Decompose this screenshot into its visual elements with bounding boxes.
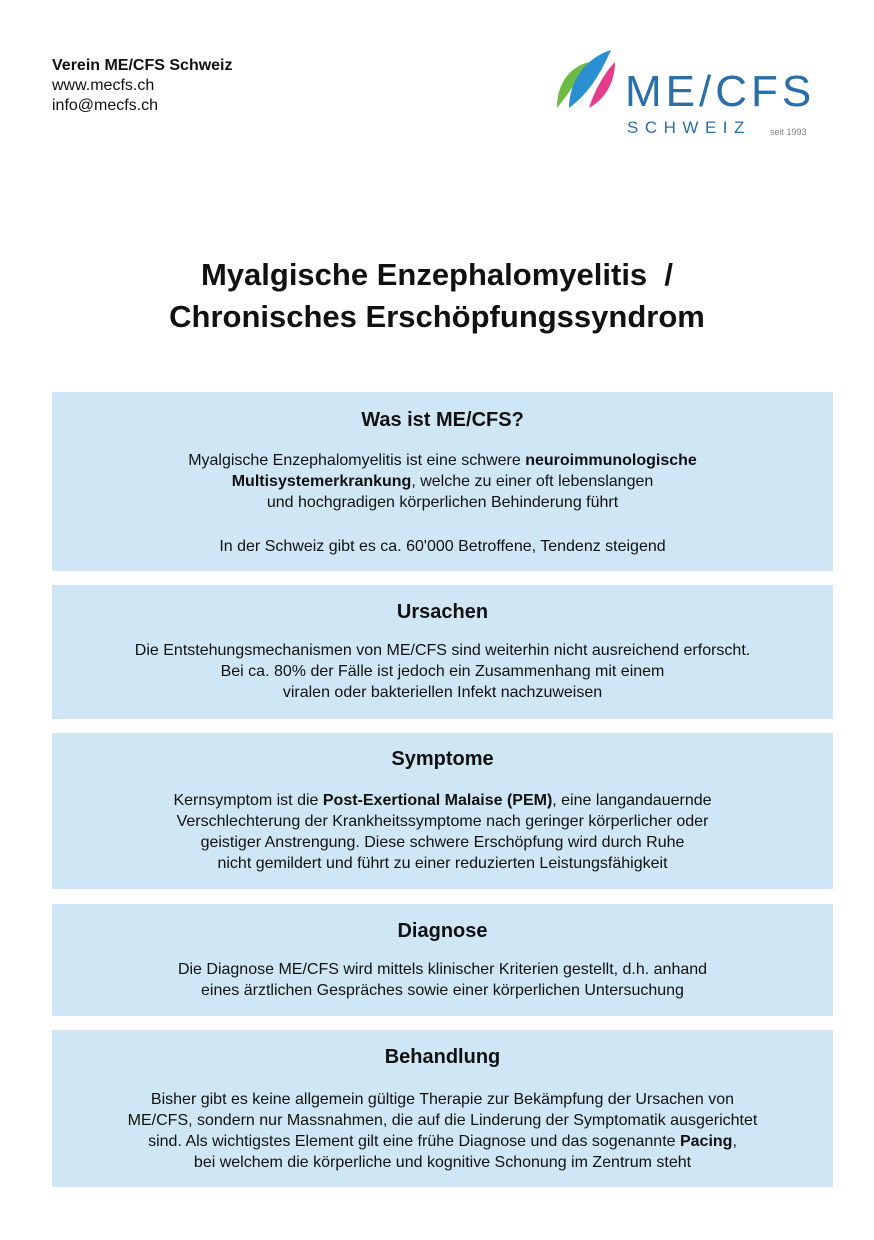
section-heading: Ursachen [396, 601, 489, 623]
section-text [52, 790, 833, 874]
title-line-2: Chronisches Erschöpfungssyndrom [169, 299, 705, 334]
section-text [52, 959, 833, 1001]
text-span: bei welchem die körperliche und kognitive Schonung im Zentrum steht [193, 1154, 692, 1171]
section-text [52, 450, 833, 513]
text-span: Kernsymptom ist die [173, 792, 323, 809]
section-heading: Was ist ME/CFS? [361, 409, 524, 431]
contact-block [52, 56, 233, 116]
text-span: sind. Als wichtigstes Element gilt eine frühe Diagnose und das sogenannte [148, 1133, 680, 1150]
section-text: In der Schweiz gibt es ca. 60'000 Betroffene, Tendenz steigend [219, 538, 666, 555]
email-link[interactable]: info@mecfs.ch [52, 97, 159, 114]
text-span: Verschlechterung der Krankheitssymptome nach geringer körperlicher oder [176, 813, 709, 830]
section-behandlung [52, 1030, 833, 1187]
mecfs-logo [555, 48, 825, 143]
website-link[interactable]: www.mecfs.ch [52, 77, 155, 94]
text-span: Die Entstehungsmechanismen von ME/CFS sind weiterhin nicht ausreichend erforscht. [134, 642, 751, 659]
section-ursachen [52, 585, 833, 719]
section-diagnose [52, 904, 833, 1016]
title-line-1: Myalgische Enzephalomyelitis / [200, 257, 674, 292]
section-text [52, 640, 833, 703]
text-span: ME/CFS, sondern nur Massnahmen, die auf die Linderung der Symptomatik ausgerichtet [127, 1112, 758, 1129]
section-heading: Diagnose [397, 920, 488, 942]
section-text [52, 1089, 833, 1173]
section-heading: Symptome [391, 748, 494, 770]
bold-text: Pacing [679, 1133, 733, 1150]
text-span: , eine langandauernde [552, 792, 712, 809]
section-was-ist [52, 392, 833, 571]
section-heading: Behandlung [384, 1046, 501, 1068]
text-span: eines ärztlichen Gespräches sowie einer körperlichen Untersuchung [201, 982, 684, 999]
organization-name: Verein ME/CFS Schweiz [52, 57, 233, 74]
text-span: Die Diagnose ME/CFS wird mittels klinischer Kriterien gestellt, d.h. anhand [177, 961, 708, 978]
text-span: , [732, 1133, 737, 1150]
bold-text: Multisystemerkrankung [231, 473, 412, 490]
text-span: Myalgische Enzephalomyelitis ist eine schwere [188, 452, 526, 469]
section-symptome [52, 733, 833, 889]
leaf-logo-icon [555, 48, 615, 110]
bold-text: Post-Exertional Malaise (PEM) [322, 792, 553, 809]
logo-since: seit 1993 [770, 127, 807, 137]
bold-text: neuroimmunologische [525, 452, 697, 469]
text-span: Bei ca. 80% der Fälle ist jedoch ein Zusammenhang mit einem [220, 663, 665, 680]
text-span: Bisher gibt es keine allgemein gültige Therapie zur Bekämpfung der Ursachen von [150, 1091, 735, 1108]
text-span: geistiger Anstrengung. Diese schwere Erschöpfung wird durch Ruhe [200, 834, 685, 851]
page-title [0, 254, 874, 338]
text-span: und hochgradigen körperlichen Behinderung führt [266, 494, 619, 511]
logo-name: ME/CFS [625, 67, 816, 116]
text-span: nicht gemildert und führt zu einer reduzierten Leistungsfähigkeit [217, 855, 668, 872]
text-span: , welche zu einer oft lebenslangen [411, 473, 654, 490]
logo-subtitle: SCHWEIZ [627, 118, 751, 137]
text-span: viralen oder bakteriellen Infekt nachzuweisen [282, 684, 603, 701]
